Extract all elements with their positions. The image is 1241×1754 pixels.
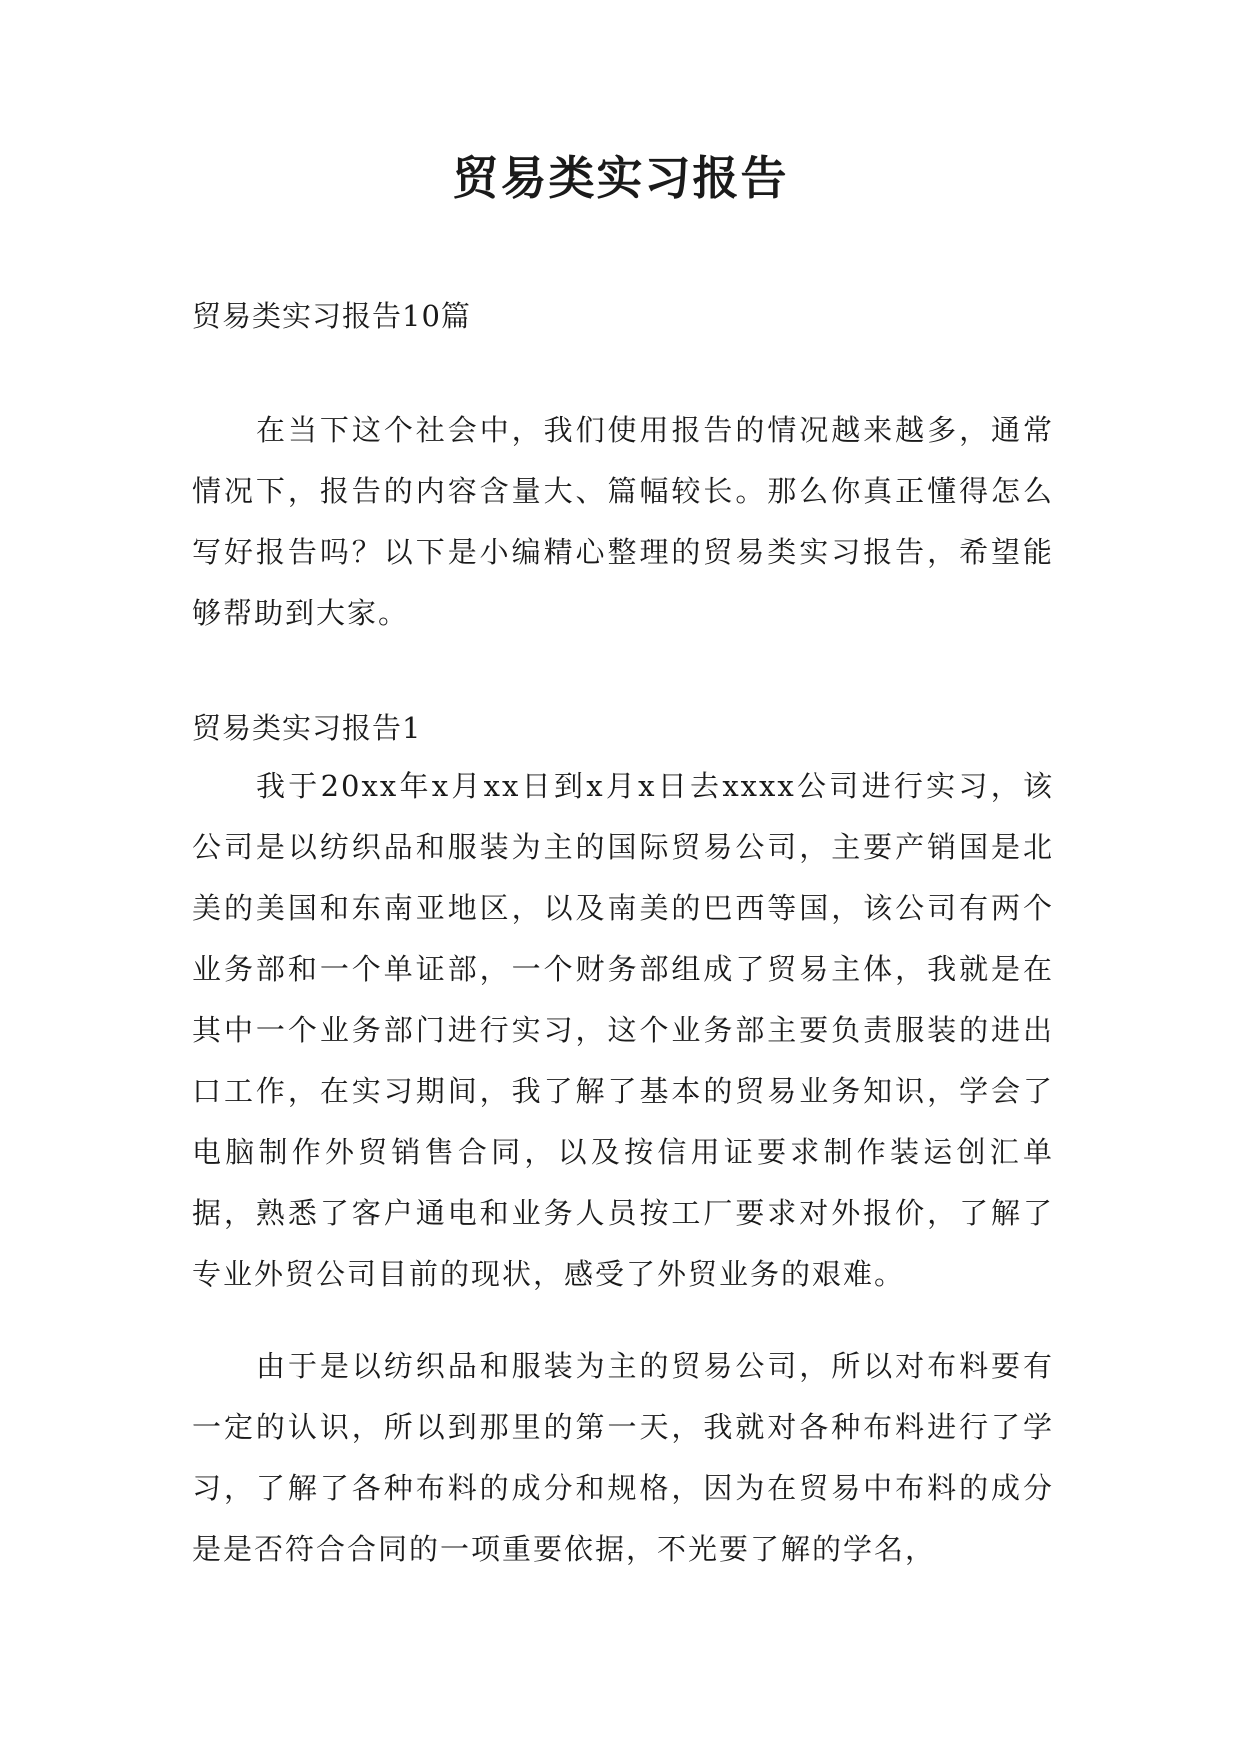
body-paragraph-2: 由于是以纺织品和服装为主的贸易公司，所以对布料要有一定的认识，所以到那里的第一天，我就对各种布料进行了学习，了解了各种布料的成分和规格，因为在贸易中布料的成分是是否符合合同的一项重要依据，不光要了解的学名，	[192, 1349, 1054, 1566]
section-heading: 贸易类实习报告1	[192, 711, 422, 745]
body-paragraph-1: 我于20xx年x月xx日到x月x日去xxxx公司进行实习，该公司是以纺织品和服装为主的国际贸易公司，主要产销国是北美的美国和东南亚地区，以及南美的巴西等国，该公司有两个业务部和一个单证部，一个财务部组成了贸易主体，我就是在其中一个业务部门进行实习，这个业务部主要负责服装的进出口工作，在实习期间，我了解了基本的贸易业务知识，学会了电脑制作外贸销售合同，以及按信用证要求制作装运创汇单据，熟悉了客户通电和业务人员按工厂要求对外报价，了解了专业外贸公司目前的现状，感受了外贸业务的艰难。	[192, 769, 1054, 1291]
document-subtitle: 贸易类实习报告10篇	[192, 299, 471, 333]
intro-paragraph: 在当下这个社会中，我们使用报告的情况越来越多，通常情况下，报告的内容含量大、篇幅较长。那么你真正懂得怎么写好报告吗？以下是小编精心整理的贸易类实习报告，希望能够帮助到大家。	[192, 413, 1054, 630]
document-title: 贸易类实习报告	[452, 151, 789, 205]
